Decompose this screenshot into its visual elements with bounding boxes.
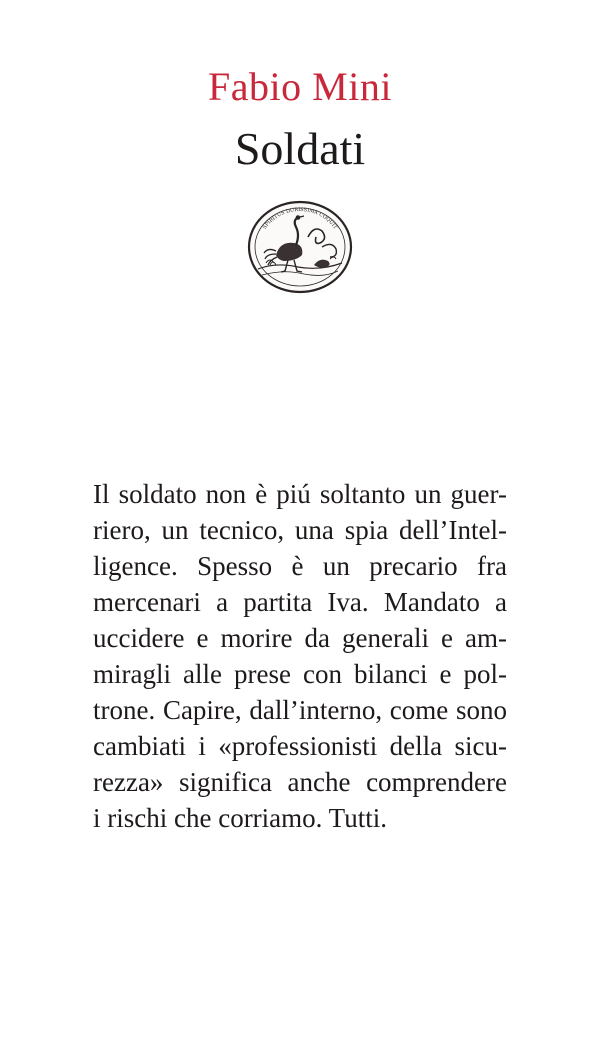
emblem-motto: SPIRITUS DURISSIMA COQUIT [261,206,339,231]
blurb-line: mercenari a partita Iva. Mandato a [93,587,507,617]
publisher-emblem-icon [246,199,354,295]
author-name: Fabio Mini [208,64,392,109]
blurb-line: ligence. Spesso è un precario fra [93,551,507,581]
blurb-line: rezza» significa anche comprendere [93,767,507,797]
blurb-line: riero, un tecnico, una spia dell’Intel- [93,515,507,545]
blurb-line: miragli alle prese con bilanci e pol- [93,659,507,689]
blurb-line: trone. Capire, dall’interno, come sono [93,695,507,725]
blurb-line: cambiati i «professionisti della sicu- [93,731,507,761]
book-title: Soldati [234,123,366,174]
blurb-line: Il soldato non è piú soltanto un guer- [93,479,507,509]
blurb-line: uccidere e morire da generali e am- [93,623,507,653]
blurb-line: i rischi che corriamo. Tutti. [93,803,387,833]
